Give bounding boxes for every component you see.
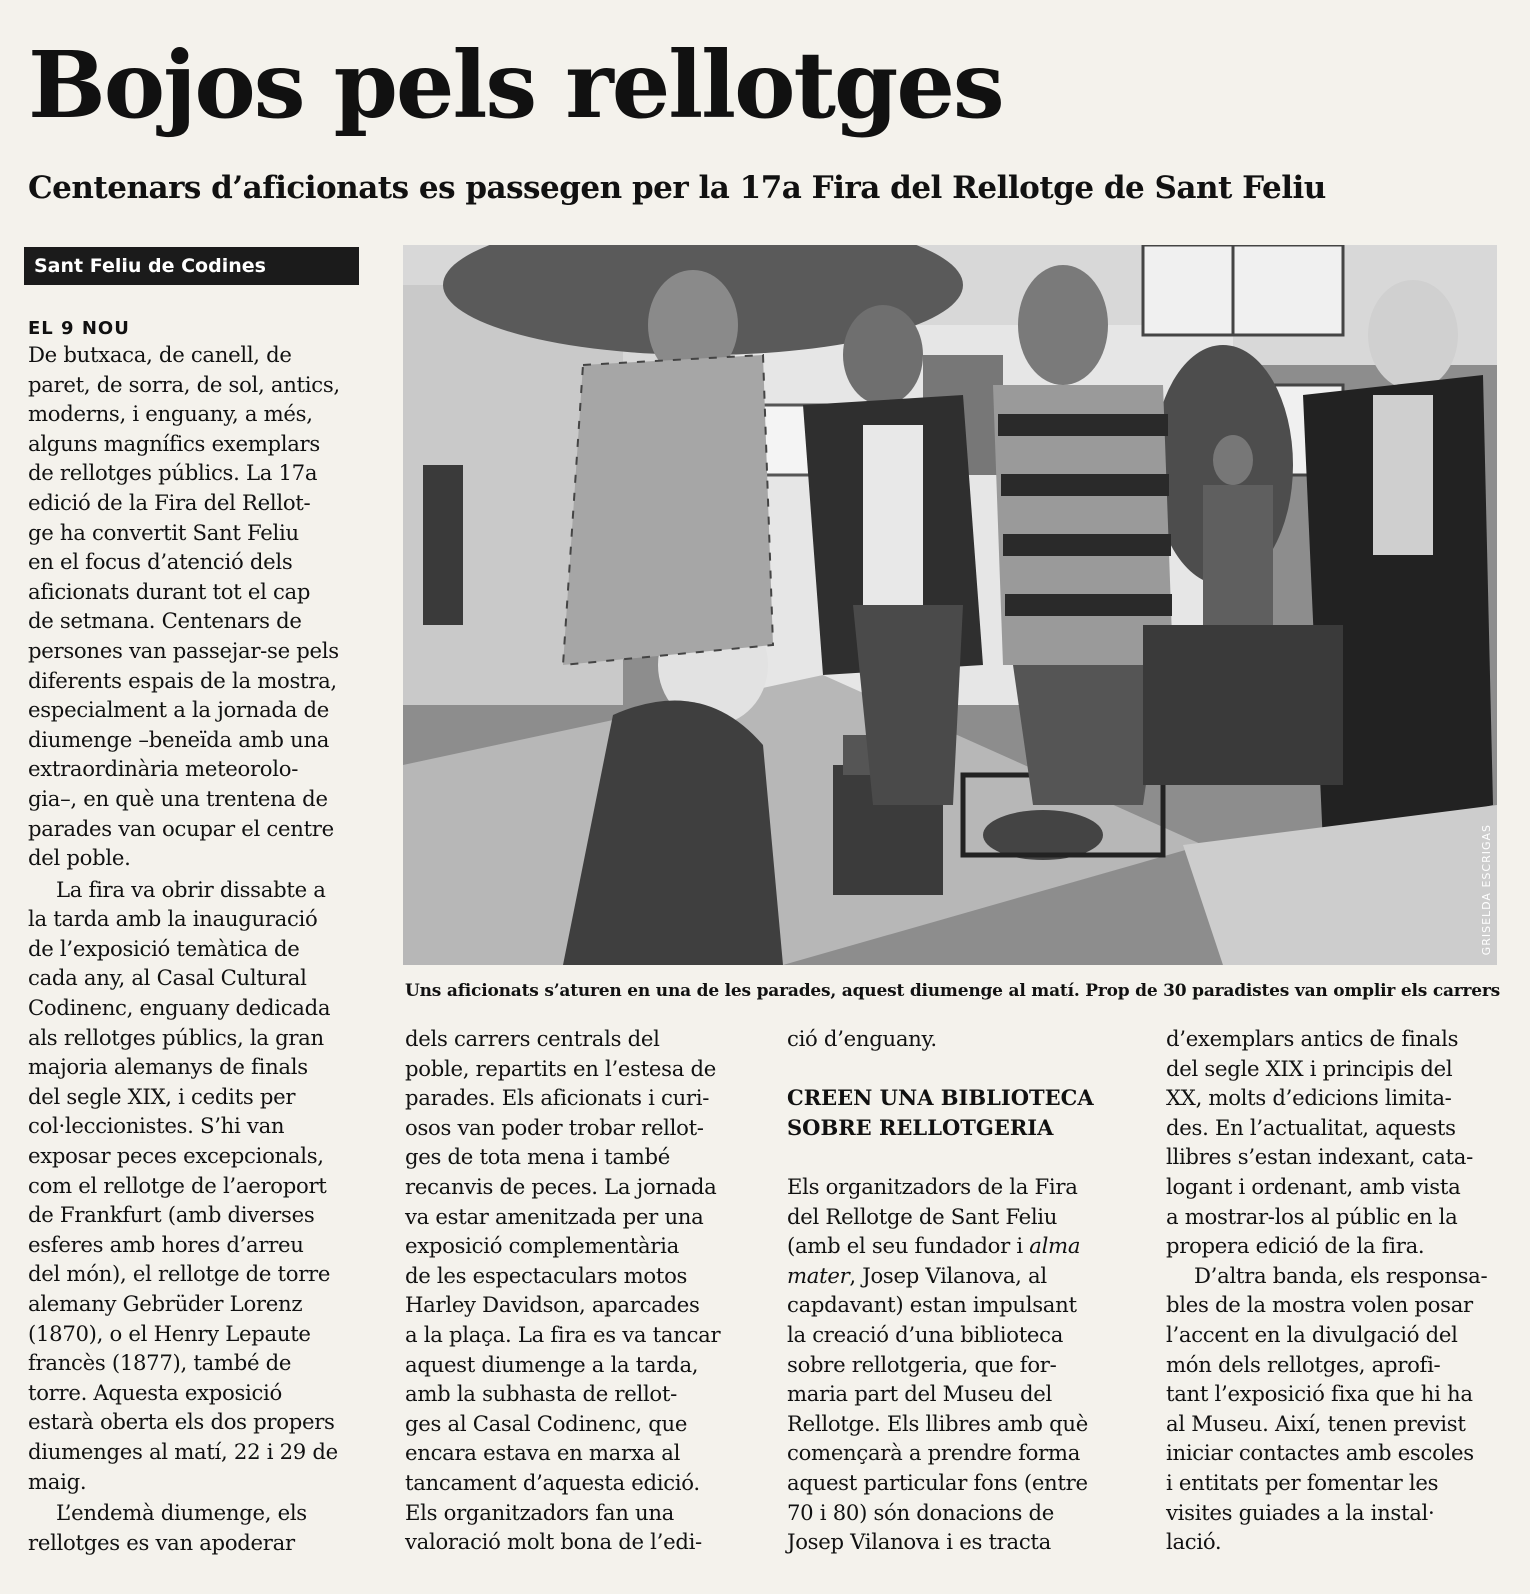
text-line: sobre rellotgeria, que for- bbox=[787, 1351, 1057, 1377]
text-line bbox=[787, 1231, 1132, 1261]
text-line: D’altra banda, els responsa- bbox=[1194, 1262, 1488, 1288]
text-line: tant l’exposició fixa que hi ha bbox=[1166, 1381, 1473, 1407]
section-heading-line: CREEN UNA BIBLIOTECA bbox=[787, 1085, 1094, 1111]
article-column-3 bbox=[787, 1024, 1132, 1557]
text-line: La fira va obrir dissabte a bbox=[56, 876, 326, 902]
text-line: tancament d’aquesta edició. bbox=[405, 1469, 700, 1495]
text-line: aficionats durant tot el cap bbox=[28, 578, 311, 604]
text-line: de rellotges públics. La 17a bbox=[28, 460, 318, 486]
text-line: estarà oberta els dos propers bbox=[28, 1409, 335, 1435]
text-line: esferes amb hores d’arreu bbox=[28, 1231, 304, 1257]
text-line bbox=[787, 1261, 1132, 1291]
text-line: l’accent en la divulgació del bbox=[1166, 1321, 1458, 1347]
text-line: bles de la mostra volen posar bbox=[1166, 1292, 1473, 1318]
paragraph-2 bbox=[28, 875, 370, 1496]
text-line: moderns, i enguany, a més, bbox=[28, 401, 313, 427]
text-line: Els organitzadors de la Fira bbox=[787, 1173, 1078, 1199]
text-line: alguns magnífics exemplars bbox=[28, 430, 320, 456]
text-line: torre. Aquesta exposició bbox=[28, 1379, 282, 1405]
article-photo bbox=[403, 245, 1497, 965]
text-line: de les espectaculars motos bbox=[405, 1262, 688, 1288]
text-line: encara estava en marxa al bbox=[405, 1440, 681, 1466]
text-line: Els organitzadors fan una bbox=[405, 1499, 674, 1525]
text-line: capdavant) estan impulsant bbox=[787, 1292, 1077, 1318]
text-line: alemany Gebrüder Lorenz bbox=[28, 1291, 303, 1316]
text-line: persones van passejar-se pels bbox=[28, 637, 339, 663]
text-line: Harley Davidson, aparcades bbox=[405, 1292, 700, 1318]
text-line: començarà a prendre forma bbox=[787, 1440, 1081, 1466]
text-line: logant i ordenant, amb vista bbox=[1166, 1173, 1461, 1199]
text-line: francès (1877), també de bbox=[28, 1350, 292, 1376]
text-line: extraordinària meteorolo- bbox=[28, 756, 299, 782]
section-heading-line: SOBRE RELLOTGERIA bbox=[787, 1114, 1054, 1140]
text-line: aquest diumenge a la tarda, bbox=[405, 1351, 699, 1377]
section-heading bbox=[787, 1083, 1132, 1142]
text-line: de setmana. Centenars de bbox=[28, 608, 302, 634]
text-line: del segle XIX, i cedits per bbox=[28, 1083, 296, 1109]
text-line: del poble. bbox=[28, 845, 131, 871]
text-line: del món), el rellotge de torre bbox=[28, 1261, 331, 1287]
text-line: diumenges al matí, 22 i 29 de bbox=[28, 1438, 338, 1464]
photo-illustration bbox=[403, 245, 1497, 965]
headline: Bojos pels rellotges bbox=[28, 31, 1003, 139]
text-line: des. En l’actualitat, aquests bbox=[1166, 1114, 1456, 1140]
text-line: recanvis de peces. La jornada bbox=[405, 1173, 717, 1199]
text-line: la tarda amb la inauguració bbox=[28, 906, 318, 932]
text-line: De butxaca, de canell, de bbox=[28, 342, 292, 367]
text-line: Josep Vilanova i es tracta bbox=[787, 1529, 1051, 1555]
italic-term: alma bbox=[1029, 1233, 1081, 1259]
subheadline: Centenars d’aficionats es passegen per la 17a Fira del Rellotge de Sant Feliu bbox=[28, 170, 1326, 206]
text-line: ge ha convertit Sant Feliu bbox=[28, 519, 299, 545]
text-line: L’endemà diumenge, els bbox=[56, 1500, 307, 1526]
text-line: diumenge –beneïda amb una bbox=[28, 726, 330, 752]
text-line: d’exemplars antics de finals bbox=[1166, 1026, 1459, 1051]
text-line: poble, repartits en l’estesa de bbox=[405, 1055, 717, 1081]
text-line: col·leccionistes. S’hi van bbox=[28, 1113, 285, 1139]
article-column-4 bbox=[1166, 1024, 1511, 1557]
text-line: com el rellotge de l’aeroport bbox=[28, 1172, 327, 1198]
text-line: dels carrers centrals del bbox=[405, 1026, 660, 1051]
text-line: a mostrar-los al públic en la bbox=[1166, 1203, 1458, 1229]
text-line: iniciar contactes amb escoles bbox=[1166, 1440, 1474, 1466]
text-line: i entitats per fomentar les bbox=[1166, 1469, 1439, 1495]
text-line: Rellotge. Els llibres amb què bbox=[787, 1410, 1088, 1436]
text-line: lació. bbox=[1166, 1529, 1222, 1555]
text-line: valoració molt bona de l’edi- bbox=[405, 1529, 702, 1555]
text-line: ges al Casal Codinenc, que bbox=[405, 1410, 688, 1436]
text-line: cada any, al Casal Cultural bbox=[28, 965, 307, 991]
text-line: ges de tota mena i també bbox=[405, 1144, 670, 1170]
text-line: especialment a la jornada de bbox=[28, 697, 329, 723]
text-line: als rellotges públics, la gran bbox=[28, 1024, 324, 1050]
text-line: parades. Els aficionats i curi- bbox=[405, 1085, 710, 1111]
article-column-2 bbox=[405, 1024, 750, 1557]
text-line: Codinenc, enguany dedicada bbox=[28, 995, 331, 1021]
text-line: de l’exposició temàtica de bbox=[28, 935, 300, 961]
text-line: amb la subhasta de rellot- bbox=[405, 1381, 677, 1407]
text-line: aquest particular fons (entre bbox=[787, 1469, 1088, 1495]
text-line: rellotges es van apoderar bbox=[28, 1529, 295, 1555]
text-line: exposició complementària bbox=[405, 1233, 679, 1259]
text-line: visites guiades a la instal· bbox=[1166, 1499, 1435, 1525]
text-line: va estar amenitzada per una bbox=[405, 1203, 704, 1229]
text-line: exposar peces excepcionals, bbox=[28, 1143, 324, 1169]
text-line: gia–, en què una trentena de bbox=[28, 785, 328, 811]
text-line: maig. bbox=[28, 1468, 87, 1494]
photo-credit: GRISELDA ESCRIGAS bbox=[1480, 823, 1493, 955]
text-line: món dels rellotges, aprofi- bbox=[1166, 1351, 1441, 1377]
location-label: Sant Feliu de Codines bbox=[24, 247, 359, 285]
text-run: (amb el seu fundador i bbox=[787, 1233, 1030, 1259]
text-line: majoria alemanys de finals bbox=[28, 1054, 308, 1080]
text-line: osos van poder trobar rellot- bbox=[405, 1114, 704, 1140]
text-line: en el focus d’atenció dels bbox=[28, 549, 293, 575]
text-line: (1870), o el Henry Lepaute bbox=[28, 1320, 311, 1346]
text-line: ció d’enguany. bbox=[787, 1026, 937, 1051]
text-line: parades van ocupar el centre bbox=[28, 815, 334, 841]
text-line: la creació d’una biblioteca bbox=[787, 1321, 1064, 1347]
text-line: diferents espais de la mostra, bbox=[28, 667, 337, 693]
byline: EL 9 NOU bbox=[28, 318, 130, 339]
article-column-1 bbox=[28, 340, 370, 1557]
text-line: llibres s’estan indexant, cata- bbox=[1166, 1144, 1473, 1170]
text-line: paret, de sorra, de sol, antics, bbox=[28, 371, 340, 397]
paragraph-3 bbox=[28, 1498, 370, 1557]
text-run: , Josep Vilanova, al bbox=[849, 1262, 1047, 1288]
text-line: del segle XIX i principis del bbox=[1166, 1055, 1453, 1081]
text-line: de Frankfurt (amb diverses bbox=[28, 1202, 315, 1228]
text-line: XX, molts d’edicions limita- bbox=[1166, 1085, 1452, 1111]
text-line: al Museu. Així, tenen previst bbox=[1166, 1410, 1466, 1436]
text-line: maria part del Museu del bbox=[787, 1381, 1052, 1407]
text-line: a la plaça. La fira es va tancar bbox=[405, 1321, 721, 1347]
text-line: 70 i 80) són donacions de bbox=[787, 1499, 1055, 1525]
paragraph-1 bbox=[28, 340, 370, 873]
photo-caption: Uns aficionats s’aturen en una de les parades, aquest diumenge al matí. Prop de 30 paradistes van omplir els carrers bbox=[405, 981, 1501, 1001]
text-line: del Rellotge de Sant Feliu bbox=[787, 1203, 1058, 1229]
text-line: propera edició de la fira. bbox=[1166, 1233, 1425, 1259]
italic-term: mater bbox=[787, 1262, 850, 1288]
text-line: edició de la Fira del Rellot- bbox=[28, 489, 311, 515]
